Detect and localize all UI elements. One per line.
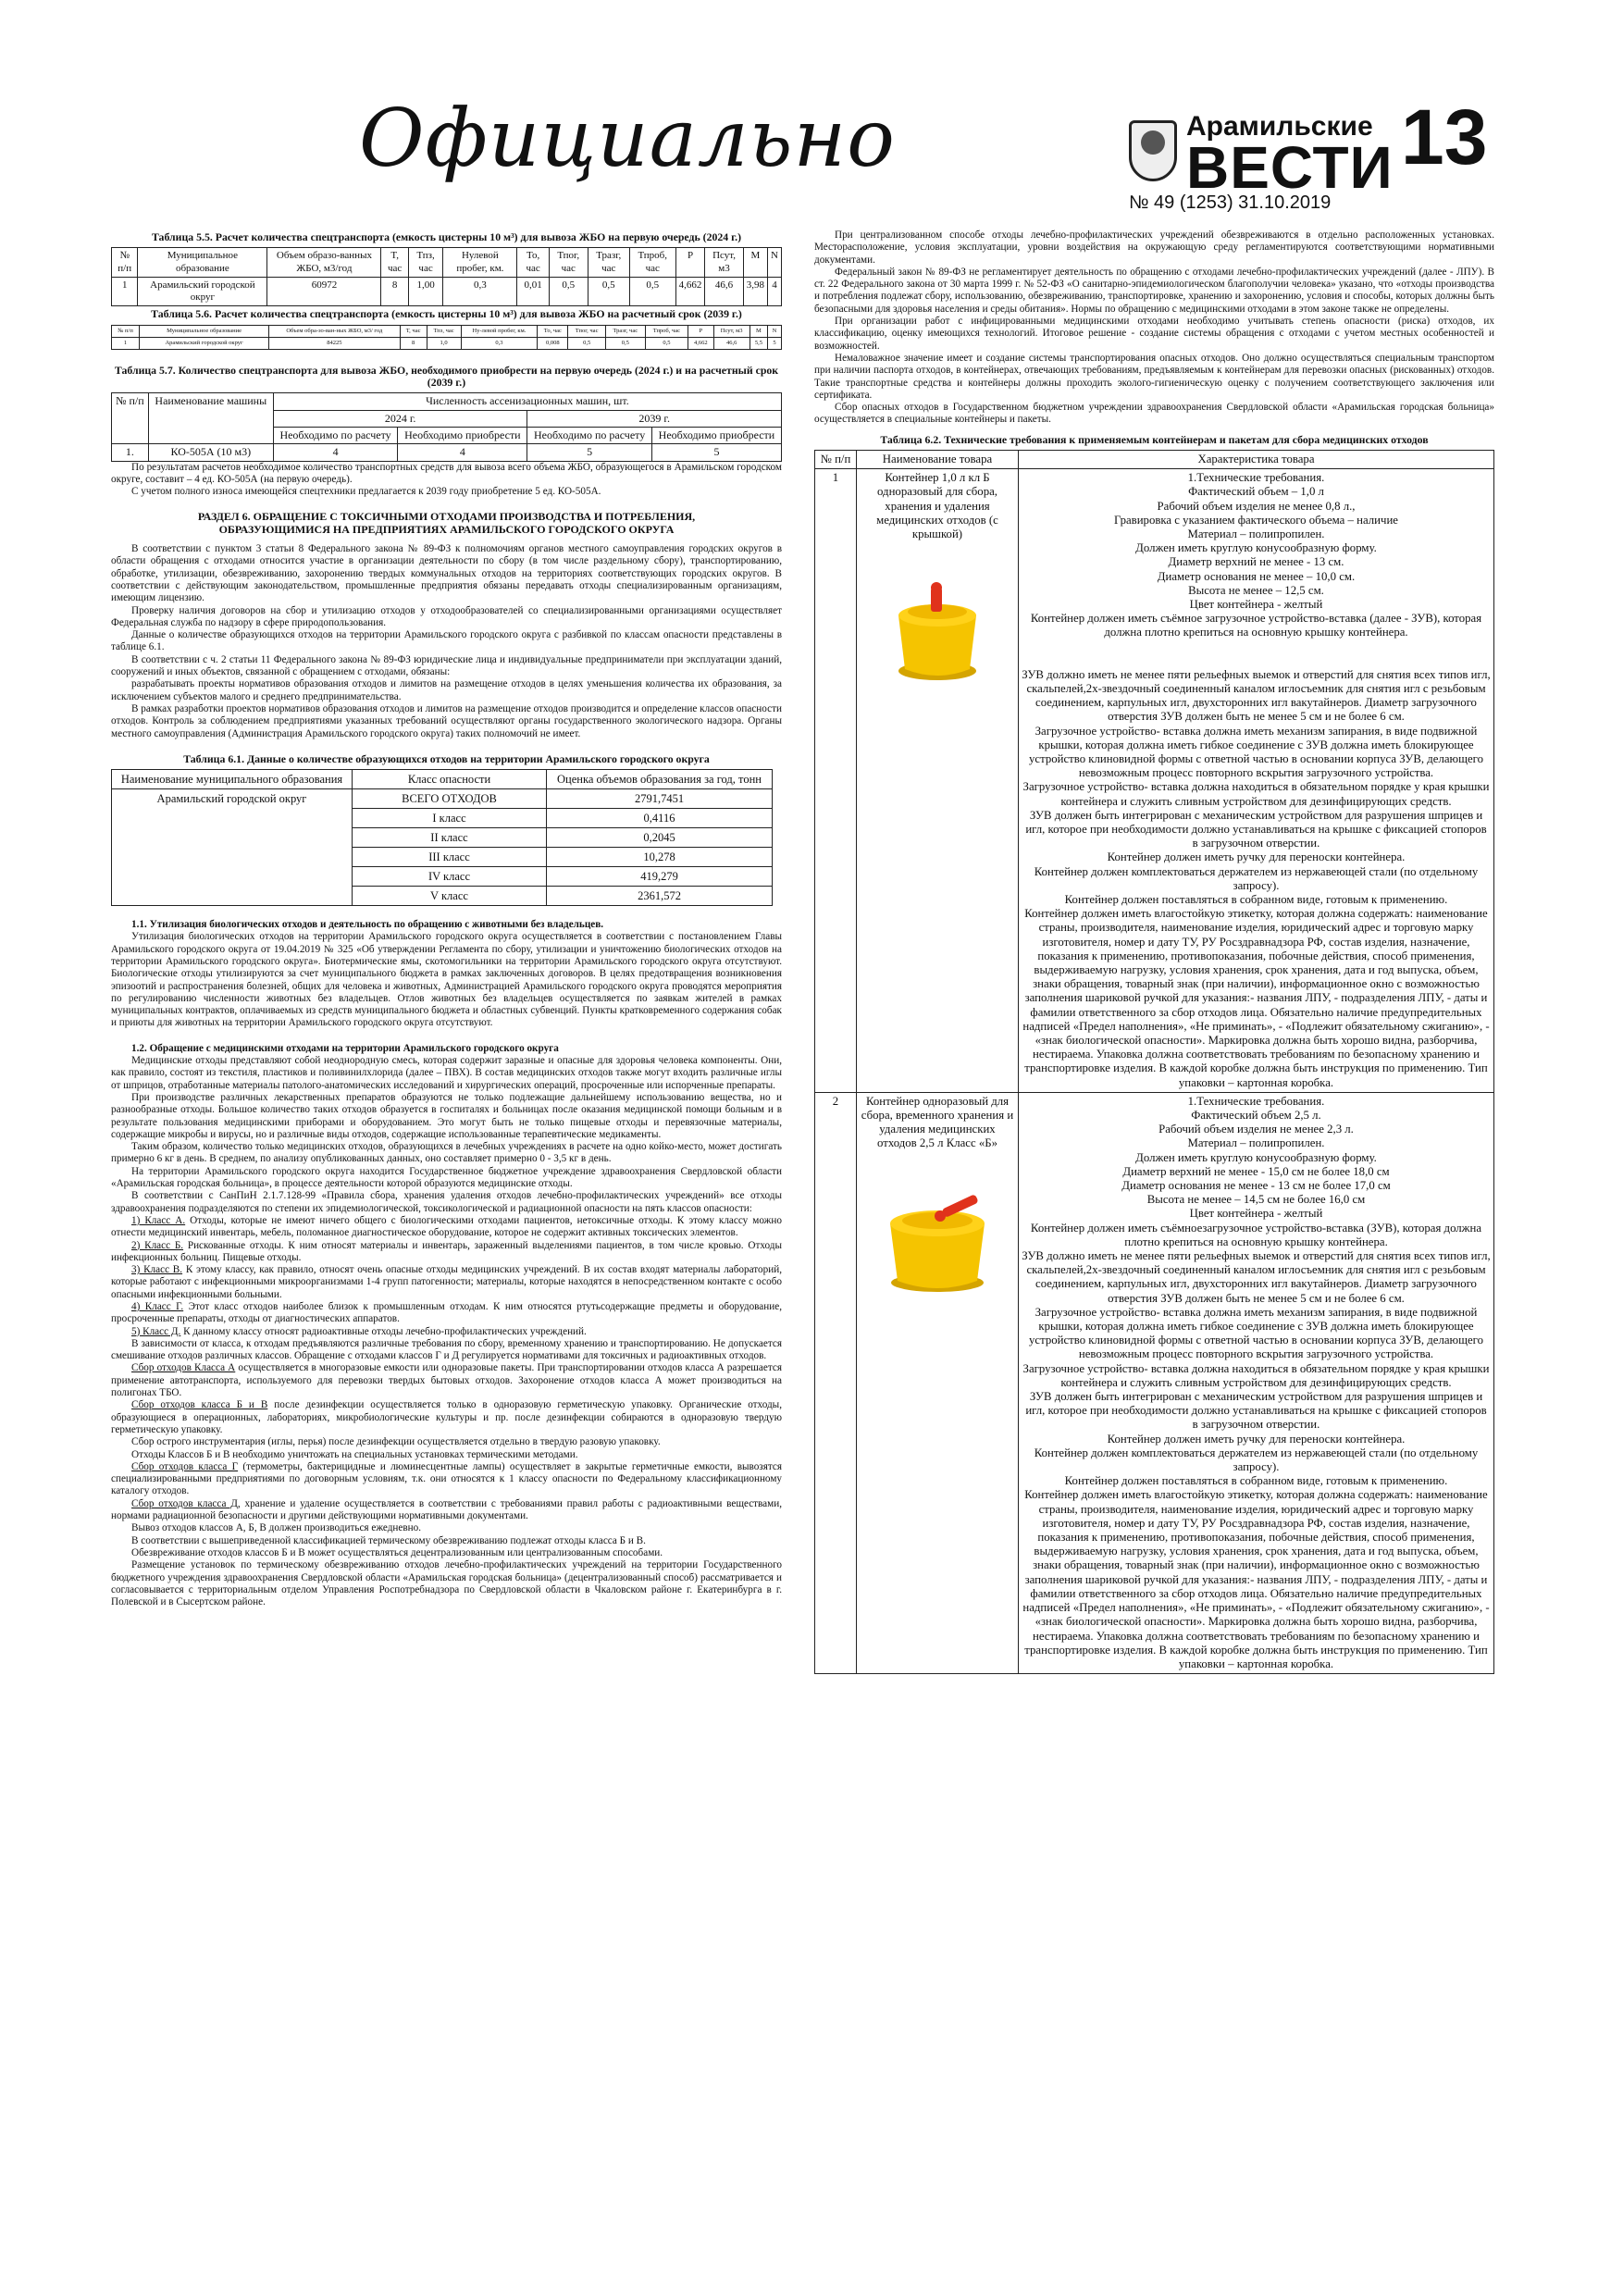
cell: 0,01 — [517, 277, 549, 306]
product-name: Контейнер одноразовый для сбора, временного хранения и удаления медицинских отходов 2,5 л Класс «Б» — [861, 1094, 1014, 1150]
city-crest-icon — [1129, 120, 1177, 181]
subsection-1-2-heading: 1.2. Обращение с медицинскими отходами на территории Арамильского городского округа — [131, 1042, 559, 1054]
collect-bv-text: после дезинфекции осуществляется только в одноразовую герметическую упаковку. Органические отходы, образующиеся в операционных, лабораториях, микробиологические культуры и пр. после дезинфекции собираются в одноразовую твердую герметическую упаковку. — [111, 1399, 782, 1435]
class-v-text: К этому классу, как правило, относят очень опасные отходы медицинских учреждений. В их состав входят материалы лабораторий, которые работают с инфекционными микроорганизмами 1-4 групп патогенности; материалы, которые находятся в непосредственном контакте с особо опасными инфекционными больными. — [111, 1264, 782, 1300]
header-cell: Псут, м3 — [713, 325, 750, 337]
collect-bv-label: Сбор отходов класса Б и В — [131, 1399, 268, 1411]
header-cell: Необходимо приобрести — [398, 427, 527, 443]
cell: 4 — [273, 444, 398, 461]
paragraph: Сбор опасных отходов в Государственном бюджетном учреждении здравоохранения Свердловской области «Арамильская городская больница» осуществляется в специальные контейнеры и пакеты. — [814, 402, 1494, 426]
class-v-item — [111, 1264, 782, 1301]
table-6-1 — [111, 769, 773, 906]
cell: 60972 — [267, 277, 381, 306]
header-cell: Муниципальное образование — [140, 325, 269, 337]
header-cell: Тпроб, час — [629, 248, 675, 278]
cell: 2361,572 — [547, 887, 773, 906]
class-b-text: Рискованные отходы. К ним относят материалы и инвентарь, зараженный выделениями пациентов, в том числе кровью. Отходы инфекционных больниц. Пищевые отходы. — [111, 1239, 783, 1263]
collect-d-item — [111, 1498, 782, 1523]
table-row — [815, 1092, 1494, 1673]
header-cell: 2024 г. — [273, 410, 527, 427]
spec-paragraph: ЗУВ должен быть интегрирован с механическим устройством для разрушения шприцев и игл, которое при необходимости должно устанавливаться на крышке с фиксацией стопоров в загрузочном отверстии. — [1025, 808, 1487, 850]
table-5-6-caption: Таблица 5.6. Расчет количества спецтранспорта (емкость цистерны 10 м³) для вывоза ЖБО на расчетный срок (2039 г.) — [151, 307, 742, 321]
class-b-item — [111, 1240, 782, 1265]
cell: 4,662 — [688, 337, 714, 349]
header-cell: Нулевой пробег, км. — [443, 248, 517, 278]
paragraph: Утилизация биологических отходов на территории Арамильского городского округа осуществляется в соответствии с постановлением Главы Арамильского городского округа от 19.04.2019 № 325 «Об утверждении Регламента по сбору, утилизации и уничтожению биологических отходов на территории Арамильского городского округа». Биотермические ямы, скотомогильники на территории Арамильского городского округа отсутствуют. Биологические отходы утилизируются за счет муниципального бюджета в рамках заключенных договоров. В целях предотвращения возникновения эпизоотий и распространения болезней, общих для человека и животных, Администрацией Арамильского городского округа проводятся мероприятия по регулированию численности животных без владельцев. Отлов животных без владельцев осуществляется по заявкам жителей в рамках муниципальных контрактов, оплачиваемых из средств муниципального бюджета и областных субвенций. Пункты кратковременного содержания собак и приюты для животных на территории Арамильского городского округа отсутствуют. — [111, 931, 782, 1029]
cell: 46,6 — [705, 277, 743, 306]
header-cell: Класс опасности — [353, 770, 547, 789]
collect-g-item — [111, 1461, 782, 1498]
collect-g-text: (термометры, бактерицидные и люминесцентные лампы) осуществляет в закрытые герметичные емкости, вывозятся специализированными предприятиями по договорным условиям, т.к. они относятся к 1 классу опасности по Федеральному классификационному каталогу отходов. — [111, 1460, 782, 1497]
paragraph: В зависимости от класса, к отходам предъявляются различные требования по сбору, временному хранению и транспортированию. Не допускается смешивание отходов различных классов. Обращение с отходами классов Г и Д регулируется нормативами для токсичных и радиоактивных отходов. — [111, 1337, 782, 1362]
table-header-row — [112, 770, 773, 789]
spec-line: Диаметр основания не менее – 10,0 см. — [1157, 569, 1356, 583]
header-cell: P — [688, 325, 714, 337]
header-cell: Оценка объемов образования за год, тонн — [547, 770, 773, 789]
paragraph: При организации работ с инфицированными медицинскими отходами необходимо учитывать степень опасности (риска) отходов, их классификацию, оценку имеющихся технологий. Итоговое решение - создание системы обращения с отходами с учетом местных особенностей и возможностей. — [814, 316, 1494, 352]
spec-paragraph: Загрузочное устройство- вставка должна находиться в обязательном порядке у края крышки контейнера и служить сливным устройством для дезинфицирующих средств. — [1022, 1361, 1490, 1389]
spec-line: Фактический объем – 1,0 л — [1188, 485, 1324, 499]
spec-line: Высота не менее – 12,5 см. — [1188, 583, 1324, 597]
spec-paragraph: Контейнер должен иметь влагостойкую этикетку, которая должна содержать: наименование страны, производителя, наименование изделия, юридический адрес и торговую марку изготовителя, номер и дату ТУ, РУ Росздравнадзора РФ, состав изделия, назначение, показания к применению, противопоказания, побочные действия, способ применения, выдерживаемую нагрузку, условия хранения, срок хранения, дата и год выпуска, объем, знаки обращения, товарный знак (при наличии), информационное окно с возможностью заполнения шариковой ручкой для указания:- названия ЛПУ, - подразделения ЛПУ, - даты и фамилии ответственного за сбор отходов лица. Обязательно наличие предупредительных надписей «Предел наполнения», «Не приминать», - «Подлежит обязательному сжиганию», - «знак биологической опасности». Маркировка должна быть хорошо видна, разборчива, нестираема. Упаковка должна соответствовать требованиям по безопасному хранению и транспортировке изделия. В каждой коробке должна быть инструкция по применению. Тип упаковки – картонная коробка. — [1022, 1488, 1490, 1670]
paragraph: Проверку наличия договоров на сбор и утилизацию отходов у отходообразователей со специализированными организациями осуществляет Федеральная служба по надзору в сфере природопользования. — [111, 604, 782, 628]
header-cell: Муниципальное образование — [138, 248, 267, 278]
cell: 4 — [767, 277, 781, 306]
header-cell: Наименование товара — [857, 451, 1019, 469]
spec-line: 1.Технические требования. — [1187, 1094, 1325, 1108]
table-header-row — [815, 451, 1494, 469]
table-row — [112, 789, 773, 809]
header-cell: Необходимо по расчету — [273, 427, 398, 443]
header-cell: P — [675, 248, 705, 278]
spec-line: Диаметр верхний не менее - 13 см. — [1168, 555, 1344, 569]
header-cell: Наименование муниципального образования — [112, 770, 353, 789]
paragraph: Данные о количестве образующихся отходов на территории Арамильского городского округа с разбивкой по классам опасности представлены в таблице 6.1. — [111, 629, 782, 653]
product-spec-cell — [1019, 1092, 1494, 1673]
cell: 0,5 — [568, 337, 605, 349]
cell: Арамильский городской округ — [112, 789, 353, 906]
header-cell: Характеристика товара — [1019, 451, 1494, 469]
header-cell: Псут, м3 — [705, 248, 743, 278]
collect-a-text: осуществляется в многоразовые емкости или одноразовые пакеты. При транспортировании отходов класса А разрешается применение автотранспорта, используемого для перевозки твердых бытовых отходов. Захоронение отходов класса А может производиться на полигонах ТБО. — [111, 1362, 782, 1399]
paragraph: Обезвреживание отходов классов Б и В может осуществляться децентрализованным или централизованным способами. — [131, 1546, 663, 1558]
header-cell: N — [767, 248, 781, 278]
class-a-item — [111, 1215, 782, 1240]
header-cell: T, час — [381, 248, 408, 278]
cell: 0,5 — [629, 277, 675, 306]
class-g-text: Этот класс отходов наиболее близок к промышленным отходам. К ним относятся ртутьсодержащие предметы и оборудование, просроченные препараты, отходы от диагностических аппаратов. — [111, 1301, 782, 1325]
table-header-row — [112, 325, 782, 337]
header-cell: Численность ассенизационных машин, шт. — [273, 393, 781, 410]
header-cell: To, час — [538, 325, 568, 337]
cell: 5 — [651, 444, 781, 461]
table-row — [815, 469, 1494, 1093]
class-d-item — [111, 1326, 782, 1338]
spec-line: Должен иметь круглую конусообразную форму. — [1135, 541, 1377, 555]
collect-d-text: , хранение и удаление осуществляется в соответствии с требованиями правил работы с радиоактивными веществами, нормами радиационной безопасности и другими действующими нормативными документами. — [111, 1497, 783, 1522]
spec-paragraph: ЗУВ должен быть интегрирован с механическим устройством для разрушения шприцев и игл, которое при необходимости должно устанавливаться на крышке с фиксацией стопоров в загрузочном отверстии. — [1025, 1390, 1487, 1432]
spec-paragraph: ЗУВ должно иметь не менее пяти рельефных выемок и отверстий для снятия всех типов игл, скальпелей,2х-звездочный соединенный каналом иглосъемник для снятия игл с резьбовым соединением, карпульных игл, двухсторонних игл вакутайнеров. Диаметр загрузочного отверстия ЗУВ должен быть не менее 5 см и не более 6 см. — [1022, 667, 1491, 724]
cell: КО-505А (10 м3) — [148, 444, 273, 461]
header-cell: № п/п — [112, 325, 140, 337]
class-g-item — [111, 1301, 782, 1326]
spec-paragraph: ЗУВ должно иметь не менее пяти рельефных выемок и отверстий для снятия всех типов игл, скальпелей,2х-звездочный соединенный каналом иглосъемник для снятия игл с резьбовым соединением, карпульных игл, двухсторонних игл вакутайнеров. Диаметр загрузочного отверстия ЗУВ должен быть не менее 5 см и не более 6 см. — [1022, 1249, 1491, 1305]
spec-line: Должен иметь круглую конусообразную форму. — [1135, 1150, 1377, 1164]
section-6-heading: РАЗДЕЛ 6. ОБРАЩЕНИЕ С ТОКСИЧНЫМИ ОТХОДАМИ ПРОИЗВОДСТВА И ПОТРЕБЛЕНИЯ, ОБРАЗУЮЩИМИСЯ НА ПРЕДПРИЯТИЯХ АРАМИЛЬСКОГО ГОРОДСКОГО ОКРУГА — [197, 510, 696, 536]
spec-paragraph: Контейнер должен комплектоваться держателем из нержавеющей стали (по отдельному запросу). — [1034, 864, 1479, 892]
cell: 1 — [112, 277, 138, 306]
class-v-label: 3) Класс В. — [131, 1264, 183, 1276]
paragraph: В соответствии с ч. 2 статьи 11 Федерального закона № 89-ФЗ юридические лица и индивидуальные предприниматели при эксплуатации зданий, сооружений и иных объектов, связанной с обращением с отходами, обязаны: — [111, 653, 782, 678]
spec-paragraph: Контейнер должен иметь влагостойкую этикетку, которая должна содержать: наименование страны, производителя, наименование изделия, юридический адрес и торговую марку изготовителя, номер и дату ТУ, РУ Росздравнадзора РФ, состав изделия, назначение, показания к применению, противопоказания, побочные действия, способ применения, выдерживаемую нагрузку, условия хранения, срок хранения, дата и год выпуска, объем, знаки обращения, товарный знак (при наличии), информационное окно с возможностью заполнения шариковой ручкой для указания:- названия ЛПУ, - подразделения ЛПУ, - даты и фамилии ответственного за сбор отходов лица. Обязательно наличие предупредительных надписей «Предел наполнения», «Не приминать», - «Подлежит обязательному сжиганию», - «знак биологической опасности». Маркировка должна быть хорошо видна, разборчива, нестираема. Упаковка должна соответствовать требованиям по безопасному хранению и транспортировке изделия. В каждой коробке должна быть инструкция по применению. Тип упаковки – картонная коробка. — [1022, 907, 1490, 1089]
spec-paragraph: Контейнер должен иметь ручку для переноски контейнера. — [1107, 1432, 1406, 1446]
cell: 2 — [815, 1092, 857, 1673]
spec-paragraph: Загрузочное устройство- вставка должна находиться в обязательном порядке у края крышки контейнера и служить сливным устройством для дезинфицирующих средств. — [1022, 780, 1490, 808]
header-cell: Тпог, час — [568, 325, 605, 337]
cell: 1 — [112, 337, 140, 349]
table-header-row — [112, 248, 782, 278]
table-row — [112, 444, 782, 461]
table-5-6 — [111, 325, 782, 350]
paragraph: По результатам расчетов необходимое количество транспортных средств для вывоза всего объема ЖБО, образующегося в Арамильском городском округе, составит – 4 ед. КО-505А (на первую очередь). — [111, 461, 782, 485]
spec-line: Высота не менее – 14,5 см не более 16,0 см — [1146, 1193, 1366, 1207]
collect-a-item — [111, 1362, 782, 1399]
cell: 5 — [768, 337, 782, 349]
header-cell: Необходимо по расчету — [527, 427, 652, 443]
cell: 2791,7451 — [547, 789, 773, 809]
spec-paragraph: Загрузочное устройство- вставка должна иметь механизм запирания, в виде подвижной крышки, которая должна иметь гибкое соединение с ЗУВ должна иметь блокирующее устройство клиновидной формы с ответной частью в основании корпуса ЗУВ, делающего невозможным процесс повторного вскрытия загрузочного устройства. — [1029, 724, 1483, 780]
cell: 5 — [527, 444, 652, 461]
cell: 0,5 — [549, 277, 588, 306]
paragraph: В соответствии с пунктом 3 статьи 8 Федерального закона № 89-ФЗ к полномочиям органов местного самоуправления городских округов в области обращения с отходами относится участие в организации деятельности по сбору (в том числе раздельному сбору), транспортированию, обработке, утилизации, обезвреживанию, захоронению твердых коммунальных отходов на территориях соответствующих городских округов. В соответствии с действующим законодательством, промышленные предприятия обязаны передавать отходы специализированным организациям, имеющим лицензию. — [111, 543, 782, 604]
spec-line: Диаметр основания не менее - 13 см не более 17,0 см — [1121, 1179, 1391, 1192]
paragraph: Сбор острого инструментария (иглы, перья) после дезинфекции осуществляется отдельно в твердую разовую упаковку. — [131, 1436, 661, 1448]
paragraph: В соответствии с вышеприведенной классификацией термическому обезвреживанию подлежат отходы класса Б и В. — [131, 1534, 646, 1546]
header-cell: Тпз, час — [408, 248, 442, 278]
paragraph: Немаловажное значение имеет и создание системы транспортирования опасных отходов. Оно должно осуществляться специальным транспортом при наличии паспорта отходов, в контейнерах, отвечающих требованиям, предъявляемым к контейнерам для перевозки опасных (рискованных) отходов. Такие транспортные средства и контейнеры должны проходить эколого-гигиеническую оценку с получением соответствующего заключения или сертификата. — [814, 352, 1494, 401]
header-cell: № п/п — [112, 248, 138, 278]
spec-paragraph: Контейнер должен иметь ручку для переноски контейнера. — [1107, 850, 1406, 864]
product-cell — [857, 1092, 1019, 1673]
right-column — [814, 230, 1494, 1674]
collect-d-label: Сбор отходов класса Д — [131, 1497, 238, 1509]
class-a-label: 1) Класс А. — [131, 1214, 186, 1226]
class-b-label: 2) Класс Б. — [131, 1239, 184, 1251]
header-cell: 2039 г. — [527, 410, 782, 427]
cell: Арамильский городской округ — [140, 337, 269, 349]
header-cell: T, час — [400, 325, 427, 337]
cell: 4,662 — [675, 277, 705, 306]
paragraph: Отходы Классов Б и В необходимо уничтожать на специальных установках термическими методами. — [131, 1448, 578, 1460]
cell: 8 — [400, 337, 427, 349]
yellow-sharps-container-icon — [877, 560, 997, 689]
paragraph: разрабатывать проекты нормативов образования отходов и лимитов на размещение отходов в целях уменьшения количества их образования, за исключением субъектов малого и среднего предпринимательства. — [111, 678, 782, 702]
cell: IV класс — [353, 867, 547, 887]
class-g-label: 4) Класс Г. — [131, 1301, 184, 1312]
spec-line: Материал – полипропилен. — [1187, 527, 1325, 541]
cell: 46,6 — [713, 337, 750, 349]
cell: ВСЕГО ОТХОДОВ — [353, 789, 547, 809]
header-cell: N — [768, 325, 782, 337]
header-cell: Тпз, час — [427, 325, 461, 337]
cell: 1. — [112, 444, 149, 461]
header-cell: Тразг, час — [605, 325, 645, 337]
paragraph: Вывоз отходов классов А, Б, В должен производиться ежедневно. — [131, 1522, 422, 1534]
spec-line: Фактический объем 2,5 л. — [1191, 1108, 1321, 1122]
header-cell: Тпроб, час — [645, 325, 688, 337]
spec-line: Рабочий объем изделия не менее 2,3 л. — [1158, 1123, 1354, 1136]
collect-g-label: Сбор отходов класса Г — [131, 1460, 239, 1472]
header-cell: Ну-левой пробег, км. — [461, 325, 538, 337]
page-header — [111, 93, 1512, 222]
header-cell: Объем обра-зо-ван-ных ЖБО, м3/ год — [269, 325, 400, 337]
spec-line: 1.Технические требования. — [1187, 471, 1325, 485]
table-5-7 — [111, 392, 782, 461]
left-column — [111, 230, 782, 1608]
cell: 0,008 — [538, 337, 568, 349]
yellow-sharps-container-large-icon — [868, 1170, 1007, 1299]
spec-paragraph: Контейнер должен комплектоваться держателем из нержавеющей стали (по отдельному запросу). — [1034, 1446, 1479, 1474]
cell: I класс — [353, 809, 547, 828]
table-5-5 — [111, 247, 782, 306]
paragraph: При централизованном способе отходы лечебно-профилактических учреждений обезвреживаются в отдельно расположенных установках. Месторасположение, условия эксплуатации, уровни воздействия на окружающую среду регламентируются соответствующими нормативными документами. — [814, 230, 1494, 266]
paragraph: На территории Арамильского городского округа находится Государственное бюджетное учреждение здравоохранения Свердловской области «Арамильская городская больница», в процессе деятельности которой образуются медицинские отходы. — [111, 1165, 782, 1190]
paragraph: При производстве различных лекарственных препаратов образуются не только подлежащие дальнейшему использованию вещества, но и разнообразные отходы. Большое количество таких отходов образуется в госпиталях и больницах после оказания медицинской помощи больным и в результате пользования медицинскими приборами и оборудованием. Это могут быть не только пищевые отходы и перевязочные материалы, содержащие микробы и вирусы, но и различные виды отходов, содержащие использованные терапевтические медикаменты. — [111, 1091, 782, 1140]
cell: 84225 — [269, 337, 400, 349]
cell: 10,278 — [547, 848, 773, 867]
collect-a-label: Сбор отходов Класса А — [131, 1362, 236, 1374]
header-cell: Необходимо приобрести — [651, 427, 781, 443]
table-header-row — [112, 393, 782, 410]
cell: 3,98 — [743, 277, 767, 306]
cell: Арамильский городской округ — [138, 277, 267, 306]
spec-line: Цвет контейнера - желтый — [1189, 1207, 1323, 1221]
header-cell: Тразг, час — [588, 248, 629, 278]
header-cell: № п/п — [112, 393, 149, 444]
section-masthead: Официально — [359, 93, 896, 185]
spec-line: Материал – полипропилен. — [1187, 1136, 1325, 1150]
cell: V класс — [353, 887, 547, 906]
cell: 0,5 — [645, 337, 688, 349]
subsection-1-1-heading: 1.1. Утилизация биологических отходов и деятельность по обращению с животными без владельцев. — [131, 919, 604, 931]
paragraph: С учетом полного износа имеющейся спецтехники предлагается к 2039 году приобретение 5 ед. КО-505А. — [131, 486, 601, 498]
issue-info: № 49 (1253) 31.10.2019 — [1129, 192, 1332, 213]
paragraph: Таким образом, количество только медицинских отходов, образующихся в лечебных учреждениях в расчете на одно койко-место, может достигать примерно 6 кг в день. В среднем, по анализу опубликованных данных, оно составляет примерно 0 - 3,5 кг в день. — [111, 1141, 782, 1165]
spec-paragraph: Контейнер должен иметь съёмноезагрузочное устройство-вставка (ЗУВ), которая должна плотно крепиться на основную крышку контейнера. — [1030, 1221, 1482, 1248]
collect-bv-item — [111, 1399, 782, 1436]
header-cell: Тпог, час — [549, 248, 588, 278]
class-a-text: Отходы, которые не имеют ничего общего с биологическими отходами пациентов, нетоксичные отходы. К этому классу можно отнести медицинский инвентарь, мебель, поломанное диагностическое оборудование, которое не содержит активных токсических элементов. — [111, 1214, 782, 1239]
spec-line: Диаметр верхний не менее - 15,0 см не более 18,0 см — [1122, 1164, 1390, 1178]
header-cell: To, час — [517, 248, 549, 278]
cell: 8 — [381, 277, 408, 306]
class-d-label: 5) Класс Д. — [131, 1325, 181, 1337]
spec-line: Рабочий объем изделия не менее 0,8 л., — [1157, 499, 1356, 513]
cell: 0,5 — [605, 337, 645, 349]
cell: 1,0 — [427, 337, 461, 349]
spec-paragraph: Загрузочное устройство- вставка должна иметь механизм запирания, в виде подвижной крышки, которая должна иметь гибкое соединение с ЗУВ должна иметь блокирующее устройство клиновидной формы с ответной частью в основании корпуса ЗУВ, делающего невозможным процесс повторного вскрытия загрузочного устройства. — [1029, 1305, 1483, 1361]
table-6-2-caption: Таблица 6.2. Технические требования к применяемым контейнерам и пакетам для сбора медицинских отходов — [880, 432, 1429, 446]
paragraph: Федеральный закон № 89-ФЗ не регламентирует деятельность по обращению с отходами лечебно-профилактических учреждений (далее - ЛПУ). В ст. 22 Федерального закона от 30 марта 1999 г. № 52-ФЗ «О санитарно-эпидемиологическом благополучии человека» указано, что «отходы производства и потребления подлежат сбору, использованию, обезвреживанию, транспортировке, хранению и захоронению, условия и способы, которых должны быть безопасными для здоровья населения и среды обитания». Нормы по обращению с медицинскими отходами в этом законе также не определены. — [814, 266, 1494, 315]
header-cell: Объем образо-ванных ЖБО, м3/год — [267, 248, 381, 278]
cell: II класс — [353, 828, 547, 848]
cell: III класс — [353, 848, 547, 867]
newspaper-logo — [1129, 100, 1443, 211]
header-cell: M — [743, 248, 767, 278]
page-number: 13 — [1401, 93, 1488, 180]
paragraph: В рамках разработки проектов нормативов образования отходов и лимитов на размещение отходов производится и определение классов опасности отходов. Контроль за соблюдением предприятиями указанных требований осуществляют органы государственного экологического надзора. Органы местного самоуправления (Администрация Арамильского городского округа) таких полномочий не имеет. — [111, 702, 782, 739]
paragraph: В соответствии с СанПиН 2.1.7.128-99 «Правила сбора, хранения удаления отходов лечебно-профилактических учреждений» все отходы здравоохранения подразделяются по степени их эпидемиологической, токсикологической и радиационной опасности на пять классов опасности: — [111, 1190, 782, 1214]
paper-title-line2: ВЕСТИ — [1186, 134, 1394, 201]
table-6-1-caption: Таблица 6.1. Данные о количестве образующихся отходов на территории Арамильского городского округа — [183, 751, 710, 765]
product-spec-cell — [1019, 469, 1494, 1093]
spec-line: Гравировка с указанием фактического объема – наличие — [1114, 513, 1398, 527]
cell: 419,279 — [547, 867, 773, 887]
spec-paragraph: Контейнер должен поставляться в собранном виде, готовым к применению. — [1064, 892, 1448, 906]
paper-title-line1: Арамильские — [1186, 111, 1373, 142]
table-5-5-caption: Таблица 5.5. Расчет количества спецтранспорта (емкость цистерны 10 м³) для вывоза ЖБО на первую очередь (2024 г.) — [151, 230, 742, 243]
cell: 0,2045 — [547, 828, 773, 848]
cell: 5,5 — [750, 337, 767, 349]
table-row — [112, 337, 782, 349]
spec-line: Цвет контейнера - желтый — [1189, 598, 1323, 612]
header-cell: Наименование машины — [148, 393, 273, 444]
paragraph: Медицинские отходы представляют собой неоднородную смесь, которая содержит заразные и опасные для здоровья человека компоненты. Они, как правило, состоят из текстиля, пластиков и поливинилхлорида (далее – ПВХ). В состав медицинских отходов также могут входить различные иглы от шприцов, отработанные материалы патолого-анатомических исследований и хирургических операций, просроченные или испорченные препараты. — [111, 1055, 782, 1091]
cell: 1,00 — [408, 277, 442, 306]
header-cell: M — [750, 325, 767, 337]
cell: 1 — [815, 469, 857, 1093]
table-6-2 — [814, 450, 1494, 1674]
spec-paragraph: Контейнер должен иметь съёмное загрузочное устройство-вставка (далее - ЗУВ), которая должна плотно крепиться на основную крышку контейнера. — [1030, 612, 1482, 639]
cell: 0,3 — [443, 277, 517, 306]
cell: 0,3 — [461, 337, 538, 349]
product-cell — [857, 469, 1019, 1093]
cell: 4 — [398, 444, 527, 461]
header-cell: № п/п — [815, 451, 857, 469]
table-row — [112, 277, 782, 306]
table-5-7-caption: Таблица 5.7. Количество спецтранспорта для вывоза ЖБО, необходимого приобрести на первую очередь (2024 г.) и на расчетный срок (2039 г.) — [114, 363, 779, 390]
cell: 0,4116 — [547, 809, 773, 828]
class-d-text: К данному классу относят радиоактивные отходы лечебно-профилактических учреждений. — [180, 1325, 587, 1337]
spec-paragraph: Контейнер должен поставляться в собранном виде, готовым к применению. — [1064, 1474, 1448, 1488]
cell: 0,5 — [588, 277, 629, 306]
product-name: Контейнер 1,0 л кл Б одноразовый для сбора, хранения и удаления медицинских отходов (с крышкой) — [876, 471, 998, 541]
paragraph: Размещение установок по термическому обезвреживанию отходов лечебно-профилактических учреждений на территории Государственного бюджетного учреждения здравоохранения Свердловской области «Арамильская городская больница» (децентрализованный способ) рассматривается и согласовывается с территориальным отделом Управления Роспотребнадзора по Свердловской области в Чкаловском районе г. Екатеринбурга в г. Полевской и в Сысертском районе. — [111, 1559, 782, 1608]
